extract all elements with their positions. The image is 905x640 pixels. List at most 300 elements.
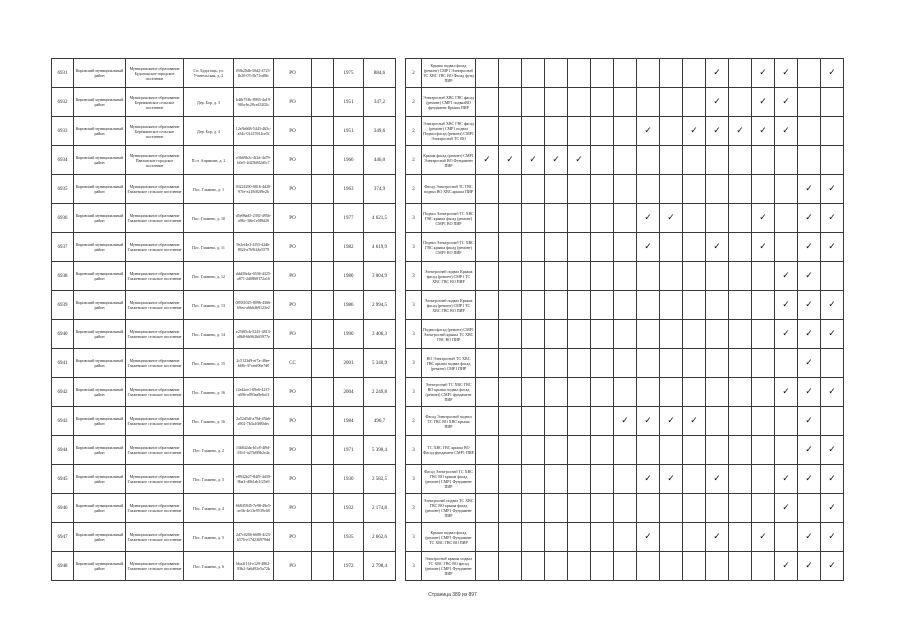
work-type-cell — [660, 552, 683, 581]
work-type-cell — [614, 436, 637, 465]
work-type-cell — [660, 88, 683, 117]
check-mark-icon: ✓ — [759, 125, 767, 136]
work-type-cell — [683, 175, 706, 204]
settlement-cell: Муниципальное образование Глажевское сельское поселение — [126, 552, 184, 581]
address-cell: Дер. Бор, д. 3 — [184, 88, 234, 117]
work-type-cell — [729, 175, 752, 204]
work-type-cell — [499, 407, 522, 436]
work-type-cell — [706, 291, 729, 320]
work-type-cell — [660, 378, 683, 407]
work-type-cell — [683, 88, 706, 117]
area-cell: 2 798,4 — [364, 552, 396, 581]
work-type-cell — [637, 349, 660, 378]
work-type-cell — [798, 378, 821, 407]
work-type-cell — [683, 262, 706, 291]
empty-cell — [312, 175, 334, 204]
work-type-cell — [683, 378, 706, 407]
work-type-cell — [591, 117, 614, 146]
work-type-cell — [660, 117, 683, 146]
work-type-cell — [499, 320, 522, 349]
work-type-cell — [499, 523, 522, 552]
work-type-cell — [798, 146, 821, 175]
district-cell: Кировский муниципальный район — [74, 378, 126, 407]
empty-cell — [312, 204, 334, 233]
work-type-cell — [729, 233, 752, 262]
work-type-cell — [499, 494, 522, 523]
work-type-cell — [545, 146, 568, 175]
year-cell: 1932 — [334, 494, 364, 523]
work-type-cell — [545, 233, 568, 262]
row-id-cell: 6941 — [52, 349, 74, 378]
guid-cell: ddd39e4a-6536-4325-a871-2d6868172a16 — [234, 262, 274, 291]
work-type-cell — [706, 233, 729, 262]
work-type-cell — [660, 233, 683, 262]
row-id-cell: 6936 — [52, 204, 74, 233]
work-type-cell — [729, 494, 752, 523]
work-type-cell — [752, 204, 775, 233]
check-mark-icon: ✓ — [828, 328, 836, 339]
check-mark-icon: ✓ — [782, 270, 790, 281]
gap-cell — [396, 378, 406, 407]
district-cell: Кировский муниципальный район — [74, 436, 126, 465]
work-type-cell — [775, 291, 798, 320]
address-cell: Пос. Глажево, д. 11 — [184, 233, 234, 262]
work-type-cell — [683, 436, 706, 465]
work-type-cell — [476, 88, 499, 117]
work-type-cell — [545, 262, 568, 291]
empty-cell — [312, 378, 334, 407]
work-type-cell — [568, 262, 591, 291]
work-type-cell — [775, 204, 798, 233]
work-type-cell — [614, 204, 637, 233]
district-cell: Кировский муниципальный район — [74, 465, 126, 494]
work-type-cell — [476, 262, 499, 291]
check-mark-icon: ✓ — [828, 241, 836, 252]
settlement-cell: Муниципальное образование Глажевское сельское поселение — [126, 436, 184, 465]
priority-cell: 3 — [406, 523, 422, 552]
work-type-cell — [821, 378, 844, 407]
work-type-cell — [614, 407, 637, 436]
work-type-cell — [522, 233, 545, 262]
guid-cell: 08581025-8096-4366-b9ea-a6b64b9123e2 — [234, 291, 274, 320]
work-type-cell — [568, 349, 591, 378]
priority-cell: 3 — [406, 291, 422, 320]
work-type-cell — [476, 465, 499, 494]
table-row — [52, 378, 844, 407]
work-type-cell — [798, 291, 821, 320]
priority-cell: 3 — [406, 233, 422, 262]
work-type-cell — [729, 88, 752, 117]
check-mark-icon: ✓ — [782, 473, 790, 484]
works-list-cell: Электроснаб ТС ХВС ГВС ВО крыша подвал фасад (ремонт) СМР1 фундамент ПИР — [422, 378, 476, 407]
work-type-cell — [775, 88, 798, 117]
work-type-cell — [660, 436, 683, 465]
settlement-cell: Муниципальное образование Бережковское сельское поселение — [126, 117, 184, 146]
check-mark-icon: ✓ — [529, 154, 537, 165]
work-type-cell — [591, 436, 614, 465]
check-mark-icon: ✓ — [759, 241, 767, 252]
work-type-cell — [706, 59, 729, 88]
work-type-cell — [798, 494, 821, 523]
work-type-cell — [752, 349, 775, 378]
work-type-cell — [706, 146, 729, 175]
gap-cell — [396, 117, 406, 146]
check-mark-icon: ✓ — [713, 96, 721, 107]
work-type-cell — [729, 117, 752, 146]
work-type-cell — [775, 494, 798, 523]
work-type-cell — [752, 291, 775, 320]
work-type-cell — [660, 291, 683, 320]
work-type-cell — [798, 175, 821, 204]
check-mark-icon: ✓ — [828, 386, 836, 397]
fund-type-cell: РО — [274, 465, 312, 494]
work-type-cell — [545, 320, 568, 349]
work-type-cell — [683, 117, 706, 146]
check-mark-icon: ✓ — [828, 299, 836, 310]
work-type-cell — [568, 88, 591, 117]
work-type-cell — [798, 320, 821, 349]
year-cell: 2001 — [334, 349, 364, 378]
check-mark-icon: ✓ — [759, 212, 767, 223]
gap-cell — [396, 59, 406, 88]
work-type-cell — [591, 523, 614, 552]
year-cell: 1972 — [334, 552, 364, 581]
work-type-cell — [499, 465, 522, 494]
work-type-cell — [545, 552, 568, 581]
works-list-cell: Крыша подвал фасад (ремонт) СМР1 Электроснаб ТС ХВС ГВС ВО Фасад фунд ПИР — [422, 59, 476, 88]
work-type-cell — [637, 291, 660, 320]
fund-type-cell: РО — [274, 291, 312, 320]
work-type-cell — [591, 407, 614, 436]
work-type-cell — [545, 494, 568, 523]
address-cell: Пос. Глажево, д. 3 — [184, 465, 234, 494]
check-mark-icon: ✓ — [805, 415, 813, 426]
guid-cell: f3b842da-b1c8-4f9d-81b1-a27b8f9b2e4a — [234, 436, 274, 465]
guid-cell: 2d7c0206-6688-4f23-b576-e17d236979dd — [234, 523, 274, 552]
work-type-cell — [568, 523, 591, 552]
empty-cell — [312, 146, 334, 175]
work-type-cell — [729, 59, 752, 88]
work-type-cell — [683, 59, 706, 88]
settlement-cell: Муниципальное образование Глажевское сельское поселение — [126, 523, 184, 552]
address-cell: Пос. Глажево, д. 16 — [184, 378, 234, 407]
work-type-cell — [775, 407, 798, 436]
gap-cell — [396, 349, 406, 378]
check-mark-icon: ✓ — [805, 183, 813, 194]
year-cell: 1982 — [334, 233, 364, 262]
work-type-cell — [476, 552, 499, 581]
address-cell: Пос. Глажево, д. 13 — [184, 291, 234, 320]
work-type-cell — [637, 88, 660, 117]
work-type-cell — [798, 523, 821, 552]
work-type-cell — [568, 59, 591, 88]
work-type-cell — [821, 175, 844, 204]
work-type-cell — [591, 233, 614, 262]
work-type-cell — [591, 378, 614, 407]
work-type-cell — [499, 436, 522, 465]
row-id-cell: 6937 — [52, 233, 74, 262]
area-cell: 884,6 — [364, 59, 396, 88]
table-row — [52, 59, 844, 88]
empty-cell — [312, 88, 334, 117]
work-type-cell — [683, 407, 706, 436]
empty-cell — [312, 465, 334, 494]
guid-cell: 39224290-0816-4d20-97fe-e218f82f9e2b — [234, 175, 274, 204]
work-type-cell — [637, 262, 660, 291]
work-type-cell — [752, 59, 775, 88]
work-type-cell — [568, 291, 591, 320]
area-cell: 2 582,5 — [364, 465, 396, 494]
row-id-cell: 6946 — [52, 494, 74, 523]
work-type-cell — [775, 262, 798, 291]
work-type-cell — [568, 552, 591, 581]
work-type-cell — [637, 117, 660, 146]
work-type-cell — [729, 349, 752, 378]
work-type-cell — [522, 552, 545, 581]
check-mark-icon: ✓ — [805, 531, 813, 542]
work-type-cell — [637, 494, 660, 523]
works-list-cell: Электроснаб ХВС ГВС фасад (ремонт) СМР1 подвалВО фундамент Крыша ПИР — [422, 88, 476, 117]
work-type-cell — [522, 407, 545, 436]
priority-cell: 3 — [406, 320, 422, 349]
empty-cell — [312, 59, 334, 88]
year-cell: 1990 — [334, 320, 364, 349]
work-type-cell — [522, 349, 545, 378]
work-type-cell — [683, 465, 706, 494]
work-type-cell — [591, 320, 614, 349]
district-cell: Кировский муниципальный район — [74, 117, 126, 146]
work-type-cell — [798, 233, 821, 262]
area-cell: 5 340,9 — [364, 349, 396, 378]
work-type-cell — [591, 494, 614, 523]
district-cell: Кировский муниципальный район — [74, 407, 126, 436]
empty-cell — [312, 494, 334, 523]
row-id-cell: 6940 — [52, 320, 74, 349]
check-mark-icon: ✓ — [713, 473, 721, 484]
works-list-cell: Электроснаб подвал ТС ХВС ГВС ВО крыша фасад (ремонт) СМР1 Фундамент ПИР — [422, 494, 476, 523]
gap-cell — [396, 465, 406, 494]
table-row — [52, 552, 844, 581]
work-type-cell — [798, 117, 821, 146]
check-mark-icon: ✓ — [713, 531, 721, 542]
works-list-cell: Электроснаб подвал Крыша фасад (ремонт) СМР1 ТС ХВС ГВС ВО ПИР — [422, 291, 476, 320]
check-mark-icon: ✓ — [644, 125, 652, 136]
area-cell: 4 619,9 — [364, 233, 396, 262]
fund-type-cell: РО — [274, 233, 312, 262]
address-cell: Пос. Глажево, д. 6 — [184, 552, 234, 581]
work-type-cell — [706, 262, 729, 291]
check-mark-icon: ✓ — [644, 241, 652, 252]
work-type-cell — [614, 88, 637, 117]
works-list-cell: Подвал фасад (ремонт) СМР1 Электроснаб крыша ТС ХВС ГВС ВО ПИР — [422, 320, 476, 349]
work-type-cell — [499, 204, 522, 233]
work-type-cell — [637, 465, 660, 494]
work-type-cell — [752, 523, 775, 552]
priority-cell: 3 — [406, 349, 422, 378]
page-footer: Страница 389 из 897 — [428, 592, 477, 598]
work-type-cell — [821, 552, 844, 581]
priority-cell: 3 — [406, 436, 422, 465]
buildings-register-table — [51, 58, 844, 581]
work-type-cell — [660, 59, 683, 88]
work-type-cell — [568, 117, 591, 146]
area-cell: 3 406,3 — [364, 320, 396, 349]
check-mark-icon: ✓ — [805, 328, 813, 339]
guid-cell: 9e2ef4e3-4f53-42db-802f-a7b9f44e5579 — [234, 233, 274, 262]
guid-cell: f8fb20db-50d2-4725-fb20-07c5b71cd8fc — [234, 59, 274, 88]
check-mark-icon: ✓ — [782, 67, 790, 78]
address-cell: Дер. Бор, д. 4 — [184, 117, 234, 146]
check-mark-icon: ✓ — [828, 560, 836, 571]
settlement-cell: Муниципальное образование Глажевское сельское поселение — [126, 378, 184, 407]
gap-cell — [396, 175, 406, 204]
work-type-cell — [660, 465, 683, 494]
check-mark-icon: ✓ — [828, 531, 836, 542]
empty-cell — [312, 320, 334, 349]
guid-cell: 12e5b668-5443-465c-a54c-01415914ce5f — [234, 117, 274, 146]
work-type-cell — [591, 291, 614, 320]
work-type-cell — [821, 436, 844, 465]
works-list-cell: Электроснаб крыша подвал ТС ХВС ГВС ВО фасад (ремонт) СМР1 Фундамент ПИР — [422, 552, 476, 581]
work-type-cell — [568, 146, 591, 175]
check-mark-icon: ✓ — [805, 386, 813, 397]
work-type-cell — [476, 146, 499, 175]
work-type-cell — [614, 291, 637, 320]
work-type-cell — [798, 436, 821, 465]
settlement-cell: Муниципальное образование Бережковское сельское поселение — [126, 88, 184, 117]
check-mark-icon: ✓ — [805, 357, 813, 368]
priority-cell: 2 — [406, 88, 422, 117]
area-cell: 5 390,4 — [364, 436, 396, 465]
table-row — [52, 233, 844, 262]
district-cell: Кировский муниципальный район — [74, 552, 126, 581]
work-type-cell — [499, 262, 522, 291]
work-type-cell — [752, 465, 775, 494]
fund-type-cell: РО — [274, 59, 312, 88]
work-type-cell — [637, 378, 660, 407]
work-type-cell — [522, 146, 545, 175]
work-type-cell — [637, 320, 660, 349]
gap-cell — [396, 523, 406, 552]
work-type-cell — [821, 262, 844, 291]
priority-cell: 2 — [406, 146, 422, 175]
year-cell: 1984 — [334, 407, 364, 436]
district-cell: Кировский муниципальный район — [74, 204, 126, 233]
works-list-cell: ВО Электроснаб ТС ХВС ГВС крыша подвал фасад (ремонт) СМР1 ПИР — [422, 349, 476, 378]
work-type-cell — [614, 59, 637, 88]
work-type-cell — [637, 552, 660, 581]
check-mark-icon: ✓ — [782, 96, 790, 107]
work-type-cell — [522, 494, 545, 523]
check-mark-icon: ✓ — [828, 473, 836, 484]
work-type-cell — [821, 349, 844, 378]
work-type-cell — [637, 146, 660, 175]
work-type-cell — [821, 88, 844, 117]
work-type-cell — [476, 59, 499, 88]
work-type-cell — [476, 291, 499, 320]
work-type-cell — [775, 117, 798, 146]
priority-cell: 3 — [406, 204, 422, 233]
work-type-cell — [522, 320, 545, 349]
check-mark-icon: ✓ — [782, 502, 790, 513]
check-mark-icon: ✓ — [713, 125, 721, 136]
work-type-cell — [614, 117, 637, 146]
works-list-cell: Фасад Электроснаб ТС ГВС подвал ВО ХВС крыша ПИР — [422, 175, 476, 204]
table-row — [52, 407, 844, 436]
work-type-cell — [752, 378, 775, 407]
work-type-cell — [522, 262, 545, 291]
gap-cell — [396, 146, 406, 175]
work-type-cell — [660, 494, 683, 523]
fund-type-cell: РО — [274, 146, 312, 175]
row-id-cell: 6945 — [52, 465, 74, 494]
row-id-cell: 6947 — [52, 523, 74, 552]
work-type-cell — [591, 349, 614, 378]
area-cell: 446,0 — [364, 146, 396, 175]
work-type-cell — [499, 59, 522, 88]
district-cell: Кировский муниципальный район — [74, 320, 126, 349]
work-type-cell — [798, 407, 821, 436]
work-type-cell — [660, 146, 683, 175]
check-mark-icon: ✓ — [667, 473, 675, 484]
check-mark-icon: ✓ — [552, 154, 560, 165]
work-type-cell — [545, 291, 568, 320]
check-mark-icon: ✓ — [828, 183, 836, 194]
year-cell: 1930 — [334, 465, 364, 494]
check-mark-icon: ✓ — [759, 67, 767, 78]
fund-type-cell: РО — [274, 436, 312, 465]
work-type-cell — [614, 552, 637, 581]
empty-cell — [312, 523, 334, 552]
check-mark-icon: ✓ — [483, 154, 491, 165]
work-type-cell — [706, 378, 729, 407]
work-type-cell — [568, 407, 591, 436]
work-type-cell — [821, 59, 844, 88]
table-row — [52, 117, 844, 146]
work-type-cell — [706, 436, 729, 465]
table-row — [52, 523, 844, 552]
work-type-cell — [545, 88, 568, 117]
settlement-cell: Муниципальное образование Глажевское сельское поселение — [126, 494, 184, 523]
work-type-cell — [798, 465, 821, 494]
work-type-cell — [545, 175, 568, 204]
gap-cell — [396, 88, 406, 117]
work-type-cell — [798, 349, 821, 378]
work-type-cell — [683, 523, 706, 552]
empty-cell — [312, 291, 334, 320]
check-mark-icon: ✓ — [667, 212, 675, 223]
row-id-cell: 6948 — [52, 552, 74, 581]
fund-type-cell: РО — [274, 378, 312, 407]
work-type-cell — [476, 233, 499, 262]
check-mark-icon: ✓ — [575, 154, 583, 165]
work-type-cell — [568, 204, 591, 233]
work-type-cell — [775, 349, 798, 378]
empty-cell — [312, 436, 334, 465]
address-cell: Пос. Глажево, д. 4 — [184, 494, 234, 523]
work-type-cell — [706, 552, 729, 581]
gap-cell — [396, 407, 406, 436]
work-type-cell — [752, 233, 775, 262]
settlement-cell: Муниципальное образование Глажевское сельское поселение — [126, 204, 184, 233]
guid-cell: e5b69b2c-4f2d-4a79-b0e5-2d25b8f2d5c7 — [234, 146, 274, 175]
guid-cell: 2a52d5df-a79d-45b6-a902-7b3a1688fdec — [234, 407, 274, 436]
work-type-cell — [522, 117, 545, 146]
settlement-cell: Муниципальное образование Глажевское сельское поселение — [126, 407, 184, 436]
gap-cell — [396, 233, 406, 262]
table-row — [52, 436, 844, 465]
address-cell: Пос. Глажево, д. 1 — [184, 175, 234, 204]
